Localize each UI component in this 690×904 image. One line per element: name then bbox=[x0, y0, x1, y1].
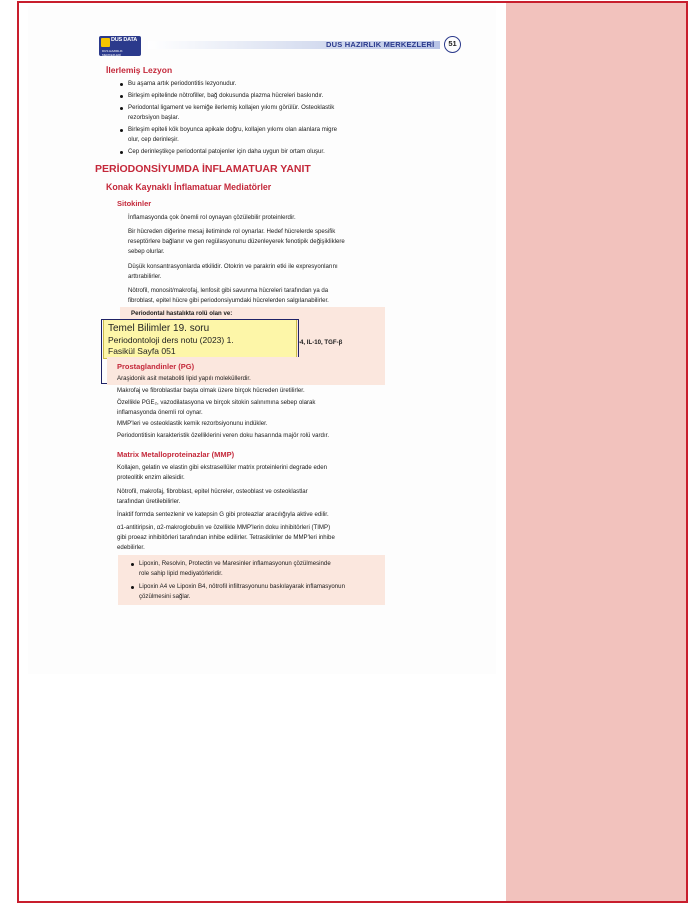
paragraph: tarafından üretilebilirler. bbox=[117, 498, 181, 505]
header-title: DUS HAZIRLIK MERKEZLERİ bbox=[326, 40, 435, 49]
heading-mmp: Matrix Metalloproteinazlar (MMP) bbox=[117, 450, 235, 459]
heading-prostaglandinler: Prostaglandinler (PG) bbox=[117, 362, 195, 371]
paragraph: edebilirler. bbox=[117, 544, 145, 551]
paragraph: Düşük konsantrasyonlarda etkilidir. Otokrin ve parakrin etki ile expresyonlarını bbox=[128, 263, 338, 270]
paragraph: MMP'leri ve osteoklastik kemik rezorbsiyonunu indükler. bbox=[117, 420, 268, 427]
logo-text: DUS DATA bbox=[111, 37, 137, 43]
side-panel bbox=[506, 3, 686, 901]
note-line: Periodontoloji ders notu (2023) 1. bbox=[108, 335, 234, 345]
paragraph: Kollajen, gelatin ve elastin gibi ekstrasellüler matrix proteinlerini degrade eden bbox=[117, 464, 328, 471]
section-title-periodonsiyum: PERİODONSİYUMDA İNFLAMATUAR YANIT bbox=[95, 163, 311, 175]
paragraph: İnaktif formda sentezlenir ve katepsin G gibi proteazlar aracılığıyla aktive edilir. bbox=[117, 511, 329, 518]
logo-mark-icon bbox=[101, 38, 110, 47]
paragraph: Makrofaj ve fibroblastlar başta olmak üzere birçok hücreden üretilirler. bbox=[117, 387, 305, 394]
paragraph: Özellikle PGE₂, vazodilatasyona ve birçok sitokin salınımına sebep olarak bbox=[117, 399, 316, 406]
section-title-ilerlemis-lezyon: İlerlemiş Lezyon bbox=[106, 65, 173, 75]
list-item: Lipoxin, Resolvin, Protectin ve Maresinler inflamasyonun çözülmesinde bbox=[139, 559, 331, 570]
logo-subtext: DUS HAZIRLIK MERKEZLERİ bbox=[102, 49, 123, 57]
paragraph: Araşidonik asit metaboliti lipid yapılı moleküllerdir. bbox=[117, 375, 251, 382]
paragraph: Bir hücreden diğerine mesaj iletiminde rol oynarlar. Hedef hücrelerde spesifik bbox=[128, 228, 336, 235]
list-item-cont: role sahip lipid mediyatörleridir. bbox=[139, 570, 223, 577]
paragraph: Periodontitisin karakteristik özelliklerini veren doku hasarında majör rolü vardır. bbox=[117, 432, 330, 439]
list-item: Periodontal ligament ve kemiğe ilerlemiş kollajen yıkımı görülür. Osteoklastik bbox=[128, 103, 334, 114]
paragraph: Nötrofil, monosit/makrofaj, lenfosit gibi savunma hücreleri tarafından ya da bbox=[128, 287, 329, 294]
note-line: Fasikül Sayfa 051 bbox=[108, 346, 176, 356]
paragraph: İnflamasyonda çok önemli rol oynayan çözülebilir proteinlerdir. bbox=[128, 214, 296, 221]
paragraph: sebep olurlar. bbox=[128, 248, 165, 255]
list-item: Bu aşama artık periodontitis lezyonudur. bbox=[128, 79, 236, 90]
paragraph: reseptörlere bağlanır ve gen regülasyonunu düzenleyerek fenotipik değişikliklere bbox=[128, 238, 345, 245]
paragraph: proteolitik enzim ailesidir. bbox=[117, 474, 185, 481]
list-item: Birleşim epiteli kök boyunca apikale doğru, kollajen yıkımı olan alanlara migre bbox=[128, 125, 337, 136]
info-box-title: Periodontal hastalıkta rolü olan ve: bbox=[131, 310, 233, 317]
page-number: 51 bbox=[444, 36, 461, 53]
paragraph: gibi proeaz inhibitörleri tarafından inhibe edilirler. Tetrasiklinler de MMP'leri inhibe bbox=[117, 534, 335, 541]
paragraph: inflamasyonda önemli rol oynar. bbox=[117, 409, 203, 416]
list-item-cont: rezorbsiyon başlar. bbox=[128, 114, 180, 121]
list-item: Lipoxin A4 ve Lipoxin B4, nötrofil infiltrasyonunu baskılayarak inflamasyonun bbox=[139, 582, 345, 593]
list-item: Cep derinleştikçe periodontal patojenler için daha uygun bir ortam oluşur. bbox=[128, 147, 325, 158]
paragraph: arttırabilirler. bbox=[128, 273, 162, 280]
list-item: Birleşim epitelinde nötrofiller, bağ dokusunda plazma hücreleri baskındır. bbox=[128, 91, 323, 102]
paragraph: Nötrofil, makrofaj, fibroblast, epitel hücreler, osteoblast ve osteoklastlar bbox=[117, 488, 308, 495]
subsection-title: Konak Kaynaklı İnflamatuar Mediatörler bbox=[106, 182, 272, 192]
list-item-cont: çözülmesini sağlar. bbox=[139, 593, 191, 600]
heading-sitokinler: Sitokinler bbox=[117, 199, 152, 208]
logo bbox=[99, 36, 141, 56]
paragraph: α1-antitiripsin, α2-makroglobulin ve özellikle MMP'lerin doku inhibitörleri (TIMP) bbox=[117, 524, 331, 531]
paragraph: fibroblast, epitel hücre gibi periodonsiyumdaki hücrelerden salgılanabilirler. bbox=[128, 297, 329, 304]
list-item-cont: olur, cep derinleşir. bbox=[128, 136, 179, 143]
note-title: Temel Bilimler 19. soru bbox=[108, 323, 210, 334]
info-box-partial: -4, IL-10, TGF-β bbox=[298, 339, 343, 346]
